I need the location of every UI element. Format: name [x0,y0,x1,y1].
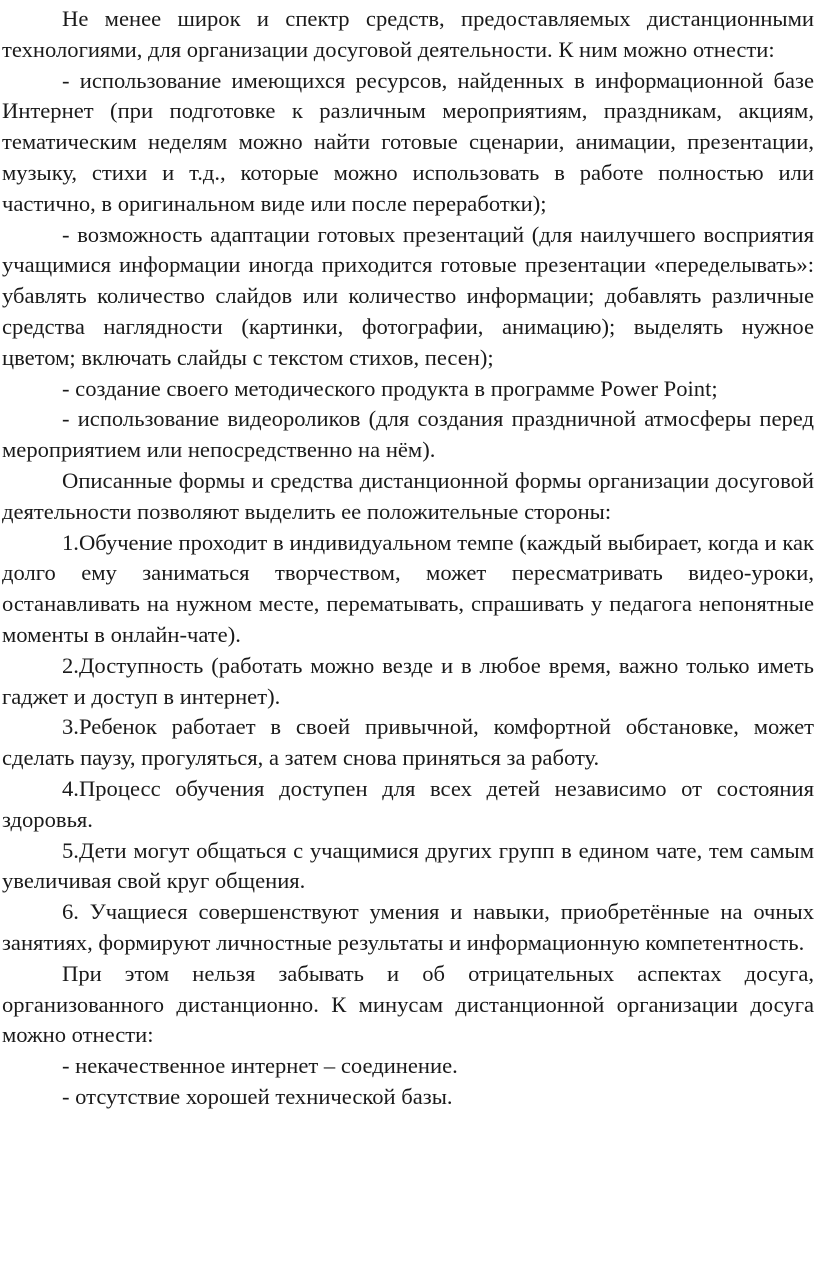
disadvantage-item-internet: - некачественное интернет – соединение. [62,1053,458,1079]
intro-paragraph: Не менее широк и спектр средств, предоставляемых дистанционными технологиями, для организации досуговой деятельности. К ним можно отнести: [2,6,814,62]
disadvantage-item-technical-base: - отсутствие хорошей технической базы. [62,1083,453,1109]
advantage-item-2: 2.Доступность (работать можно везде и в любое время, важно только иметь гаджет и доступ в интернет). [2,652,814,709]
advantage-item-6: 6. Учащиеся совершенствуют умения и навыки, приобретённые на очных занятиях, формируют личностные результаты и информационную компетентность. [2,899,814,955]
list-item-video-clips: - использование видеороликов (для создания праздничной атмосферы перед мероприятием или непосредственно на нём). [2,406,814,463]
advantage-item-3: 3.Ребенок работает в своей привычной, комфортной обстановке, может сделать паузу, прогуляться, а затем снова приняться за работу. [2,714,814,771]
list-item-powerpoint-product: - создание своего методического продукта в программе Power Point; [62,375,718,401]
advantage-item-4: 4.Процесс обучения доступен для всех детей независимо от состояния здоровья. [2,775,814,832]
advantage-item-5: 5.Дети могут общаться с учащимися других групп в едином чате, тем самым увеличивая свой круг общения. [2,837,814,894]
advantage-item-1: 1.Обучение проходит в индивидуальном темпе (каждый выбирает, когда и как долго ему заниматься творчеством, может пересматривать видео-уроки, останавливать на нужном месте, перематывать, спрашивать у педагога непонятные моменты в онлайн-чате). [2,529,814,647]
disadvantages-intro-paragraph: При этом нельзя забывать и об отрицательных аспектах досуга, организованного дистанционно. К минусам дистанционной организации досуга можно отнести: [2,960,814,1048]
advantages-intro-paragraph: Описанные формы и средства дистанционной формы организации досуговой деятельности позволяют выделить ее положительные стороны: [2,467,814,524]
list-item-internet-resources: - использование имеющихся ресурсов, найденных в информационной базе Интернет (при подготовке к различным мероприятиям, праздникам, акциям, тематическим неделям можно найти готовые сценарии, анимации, презентации, музыку, стихи и т.д., которые можно использовать в работе полностью или частично, в оригинальном виде или после переработки); [2,67,814,216]
list-item-presentation-adaptation: - возможность адаптации готовых презентаций (для наилучшего восприятия учащимися информации иногда приходится готовые презентации «переделывать»: убавлять количество слайдов или количество информации; добавлять различные средства наглядности (картинки, фотографии, анимацию); выделять нужное цветом; включать слайды с текстом стихов, песен); [2,221,814,370]
